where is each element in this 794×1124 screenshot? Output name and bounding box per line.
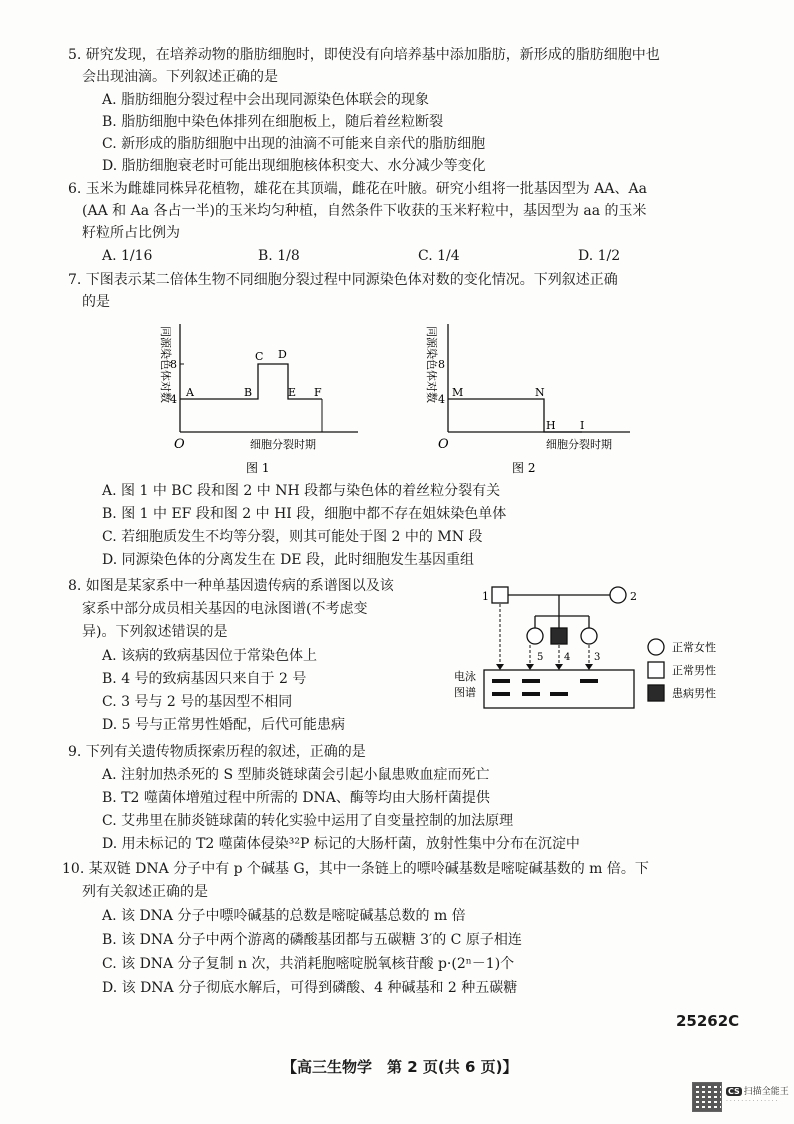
gel-frame — [484, 670, 634, 708]
q9-option-c: C. 艾弗里在肺炎链球菌的转化实验中运用了自变量控制的加法原理 — [102, 813, 514, 829]
q10-stem-line1: 10. 某双链 DNA 分子中有 p 个碱基 G，其中一条链上的嘌呤碱基数是嘧啶碱基数的 m 倍。下 — [62, 861, 649, 877]
q8-pedigree-figure — [448, 578, 764, 714]
fig1-x-label: 细胞分裂时期 — [250, 438, 316, 451]
arrow-4-head — [555, 664, 563, 670]
fig2-point-h: H — [546, 419, 556, 432]
gel-band-5-a — [522, 679, 540, 683]
q7-figure-2 — [418, 318, 648, 478]
q8-stem-line3: 异)。下列叙述错误的是 — [82, 624, 228, 640]
qr-code-icon — [692, 1082, 722, 1112]
scanner-subtext-line: · · · · · · · · · · · · · · — [726, 1098, 778, 1105]
fig2-y-label: 同源染色体对数 — [425, 326, 438, 403]
q10-option-a: A. 该 DNA 分子中嘌呤碱基的总数是嘧啶碱基总数的 m 倍 — [102, 908, 466, 924]
fig2-x-label: 细胞分裂时期 — [546, 438, 612, 451]
gel-band-1-a — [492, 679, 510, 683]
fig2-tick-8: 8 — [438, 358, 445, 371]
pedigree-female-3 — [581, 628, 597, 644]
fig2-point-n: N — [535, 386, 545, 399]
q8-option-a: A. 该病的致病基因位于常染色体上 — [102, 648, 318, 664]
fig1-point-f: F — [314, 386, 322, 399]
scanner-badge-text: 扫描全能王 — [743, 1087, 789, 1097]
q7-option-d: D. 同源染色体的分离发生在 DE 段，此时细胞发生基因重组 — [102, 552, 474, 568]
q6-option-a: A. 1/16 — [102, 248, 153, 264]
paper-code: 25262C — [676, 1012, 740, 1030]
gel-band-1-b — [492, 692, 510, 696]
fig1-tick-8: 8 — [170, 358, 177, 371]
fig1-point-a: A — [186, 386, 194, 399]
q7-stem-line1: 7. 下图表示某二倍体生物不同细胞分裂过程中同源染色体对数的变化情况。下列叙述正确 — [68, 272, 618, 288]
q6-stem-line3: 籽粒所占比例为 — [82, 225, 180, 241]
q5-stem-line1: 5. 研究发现，在培养动物的脂肪细胞时，即使没有向培养基中添加脂肪，新形成的脂肪细胞中也 — [68, 47, 660, 63]
q6-stem-line1: 6. 玉米为雌雄同株异花植物，雄花在其顶端，雌花在叶腋。研究小组将一批基因型为 AA、Aa — [68, 181, 647, 197]
q5-option-c: C. 新形成的脂肪细胞中出现的油滴不可能来自亲代的脂肪细胞 — [102, 136, 486, 152]
q5-option-b: B. 脂肪细胞中染色体排列在细胞板上，随后着丝粒断裂 — [102, 114, 444, 130]
legend-normal-female-symbol — [648, 639, 664, 655]
q9-option-a: A. 注射加热杀死的 S 型肺炎链球菌会引起小鼠患败血症而死亡 — [102, 767, 490, 783]
fig2-caption: 图 2 — [512, 461, 536, 475]
pedigree-label-2: 2 — [630, 590, 637, 603]
q7-stem-line2: 的是 — [82, 294, 110, 310]
fig2-point-i: I — [580, 419, 585, 432]
q9-option-b: B. T2 噬菌体增殖过程中所需的 DNA、酶等均由大肠杆菌提供 — [102, 790, 490, 806]
q6-option-d: D. 1/2 — [578, 248, 621, 264]
q5-option-d: D. 脂肪细胞衰老时可能出现细胞核体积变大、水分减少等变化 — [102, 158, 486, 174]
cs-logo-icon: CS — [728, 1087, 740, 1096]
q10-option-d: D. 该 DNA 分子彻底水解后，可得到磷酸、4 种碱基和 2 种五碳糖 — [102, 980, 518, 996]
legend-normal-male-symbol — [648, 662, 664, 678]
pedigree-male-1 — [492, 587, 508, 603]
fig2-point-m: M — [452, 386, 464, 399]
arrow-5-head — [526, 664, 534, 670]
q8-option-c: C. 3 号与 2 号的基因型不相同 — [102, 694, 293, 710]
arrow-3-head — [585, 664, 593, 670]
fig1-tick-4: 4 — [170, 393, 177, 406]
fig1-point-c: C — [255, 350, 264, 363]
q7-option-a: A. 图 1 中 BC 段和图 2 中 NH 段都与染色体的着丝粒分裂有关 — [102, 483, 501, 499]
legend-affected-male: 患病男性 — [672, 687, 716, 700]
q7-option-c: C. 若细胞质发生不均等分裂，则其可能处于图 2 中的 MN 段 — [102, 529, 483, 545]
fig1-y-label: 同源染色体对数 — [159, 326, 172, 403]
fig1-caption: 图 1 — [246, 461, 270, 475]
pedigree-female-2 — [610, 587, 626, 603]
q8-stem-line2: 家系中部分成员相关基因的电泳图谱(不考虑变 — [82, 601, 368, 617]
gel-band-5-b — [522, 692, 540, 696]
q7-option-b: B. 图 1 中 EF 段和图 2 中 HI 段，细胞中都不存在姐妹染色单体 — [102, 506, 507, 522]
q6-stem-line2: (AA 和 Aa 各占一半)的玉米均匀种植，自然条件下收获的玉米籽粒中，基因型为 aa 的玉米 — [82, 203, 647, 219]
scanner-badge — [726, 1084, 789, 1097]
fig1-point-d: D — [278, 348, 287, 361]
gel-label-line1: 电泳 — [454, 670, 476, 683]
q8-option-b: B. 4 号的致病基因只来自于 2 号 — [102, 671, 307, 687]
fig1-point-e: E — [288, 386, 297, 399]
legend-affected-male-symbol — [648, 685, 664, 701]
gel-band-4 — [550, 692, 568, 696]
q6-option-b: B. 1/8 — [258, 248, 300, 264]
q9-stem: 9. 下列有关遗传物质探索历程的叙述，正确的是 — [68, 744, 366, 760]
legend-normal-male: 正常男性 — [672, 664, 716, 677]
q9-option-d: D. 用未标记的 T2 噬菌体侵染³²P 标记的大肠杆菌，放射性集中分布在沉淀中 — [102, 836, 580, 852]
q7-figure-1 — [150, 318, 370, 478]
pedigree-female-5 — [527, 628, 543, 644]
pedigree-label-4: 4 — [564, 652, 571, 663]
fig2-origin: O — [438, 437, 449, 452]
pedigree-label-1: 1 — [482, 590, 489, 603]
q8-stem-line1: 8. 如图是某家系中一种单基因遗传病的系谱图以及该 — [68, 578, 394, 594]
q10-option-b: B. 该 DNA 分子中两个游离的磷酸基团都与五碳糖 3′的 C 原子相连 — [102, 932, 522, 948]
q6-option-c: C. 1/4 — [418, 248, 460, 264]
arrow-1-head — [496, 664, 504, 670]
q5-option-a: A. 脂肪细胞分裂过程中会出现同源染色体联会的现象 — [102, 92, 430, 108]
fig2-tick-4: 4 — [438, 393, 445, 406]
scanner-watermark — [692, 1082, 789, 1112]
page-footer-title: 【高三生物学 第 2 页(共 6 页)】 — [282, 1058, 518, 1076]
q10-stem-line2: 列有关叙述正确的是 — [82, 884, 208, 900]
gel-label-line2: 图谱 — [454, 686, 476, 699]
fig1-origin: O — [174, 437, 185, 452]
pedigree-affected-male-4 — [551, 628, 567, 644]
q8-option-d: D. 5 号与正常男性婚配，后代可能患病 — [102, 717, 345, 733]
pedigree-label-3: 3 — [594, 652, 601, 663]
gel-band-3 — [580, 679, 598, 683]
legend-normal-female: 正常女性 — [672, 641, 716, 654]
fig1-point-b: B — [244, 386, 253, 399]
q10-option-c: C. 该 DNA 分子复制 n 次，共消耗胞嘧啶脱氧核苷酸 p·(2ⁿ－1)个 — [102, 956, 515, 972]
pedigree-label-5: 5 — [537, 652, 544, 663]
q5-stem-line2: 会出现油滴。下列叙述正确的是 — [82, 69, 278, 85]
fig2-curve — [448, 399, 585, 432]
